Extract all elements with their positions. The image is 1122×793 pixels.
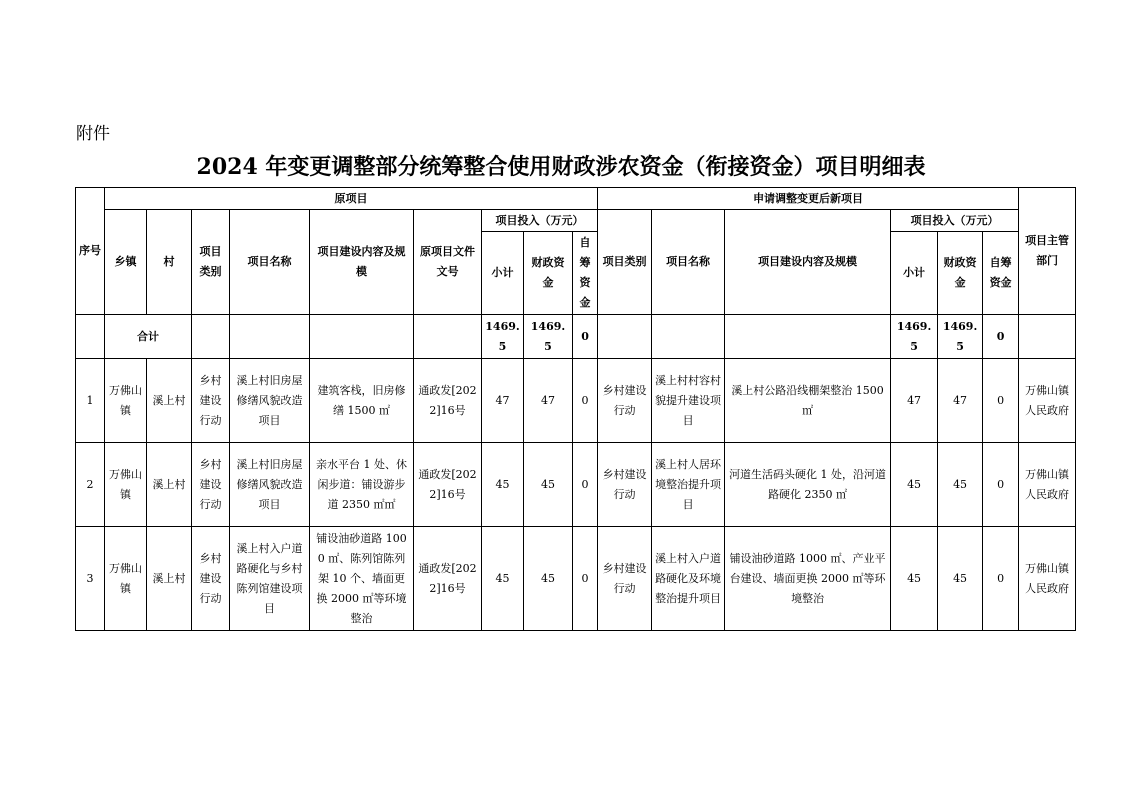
row-name: 溪上村入户道路硬化与乡村陈列馆建设项目 [230, 527, 310, 631]
row-seq: 2 [76, 443, 105, 527]
header-new-name: 项目名称 [652, 210, 725, 315]
row-subtotal: 45 [482, 443, 524, 527]
row-new-fiscal: 47 [938, 359, 983, 443]
row-dept: 万佛山镇人民政府 [1019, 359, 1076, 443]
total-empty [598, 315, 652, 359]
row-fiscal: 45 [524, 443, 573, 527]
row-new-name: 溪上村入户道路硬化及环境整治提升项目 [652, 527, 725, 631]
total-orig-subtotal: 1469.5 [482, 315, 524, 359]
row-town: 万佛山镇 [105, 443, 147, 527]
document-title: 2024 年变更调整部分统筹整合使用财政涉农资金（衔接资金）项目明细表 [196, 154, 926, 180]
header-new-self: 自筹资金 [983, 232, 1019, 315]
header-fiscal: 财政资金 [524, 232, 573, 315]
row-doc: 通政发[2022]16号 [414, 359, 482, 443]
row-new-name: 溪上村村容村貌提升建设项目 [652, 359, 725, 443]
row-new-category: 乡村建设行动 [598, 359, 652, 443]
row-subtotal: 47 [482, 359, 524, 443]
row-new-self: 0 [983, 359, 1019, 443]
total-orig-self: 0 [573, 315, 598, 359]
row-category: 乡村建设行动 [192, 359, 230, 443]
header-dept: 项目主管部门 [1019, 188, 1076, 315]
header-subtotal: 小计 [482, 232, 524, 315]
row-new-self: 0 [983, 527, 1019, 631]
header-new-fiscal: 财政资金 [938, 232, 983, 315]
table-row [76, 443, 1076, 527]
row-town: 万佛山镇 [105, 527, 147, 631]
total-empty [1019, 315, 1076, 359]
header-new-section: 申请调整变更后新项目 [598, 188, 1019, 210]
row-category: 乡村建设行动 [192, 443, 230, 527]
row-category: 乡村建设行动 [192, 527, 230, 631]
row-self: 0 [573, 443, 598, 527]
row-new-self: 0 [983, 443, 1019, 527]
header-seq: 序号 [76, 188, 105, 315]
total-new-fiscal: 1469.5 [938, 315, 983, 359]
total-orig-fiscal: 1469.5 [524, 315, 573, 359]
row-seq: 3 [76, 527, 105, 631]
table-row [76, 359, 1076, 443]
row-new-content: 河道生活码头硬化 1 处，沿河道路硬化 2350 ㎡ [725, 443, 891, 527]
row-new-name: 溪上村人居环境整治提升项目 [652, 443, 725, 527]
row-name: 溪上村旧房屋修缮风貌改造项目 [230, 359, 310, 443]
row-new-category: 乡村建设行动 [598, 443, 652, 527]
total-empty [725, 315, 891, 359]
total-empty [310, 315, 414, 359]
header-self: 自筹资金 [573, 232, 598, 315]
row-village: 溪上村 [147, 527, 192, 631]
row-fiscal: 45 [524, 527, 573, 631]
row-self: 0 [573, 527, 598, 631]
row-content: 铺设油砂道路 1000 ㎡、陈列馆陈列架 10 个、墙面更换 2000 ㎡等环境整治 [310, 527, 414, 631]
row-doc: 通政发[2022]16号 [414, 443, 482, 527]
total-label: 合计 [105, 315, 192, 359]
total-row [76, 315, 1076, 359]
row-subtotal: 45 [482, 527, 524, 631]
total-empty [230, 315, 310, 359]
row-new-subtotal: 45 [891, 527, 938, 631]
total-seq [76, 315, 105, 359]
total-empty [414, 315, 482, 359]
header-doc: 原项目文件文号 [414, 210, 482, 315]
total-empty [192, 315, 230, 359]
header-village: 村 [147, 210, 192, 315]
row-fiscal: 47 [524, 359, 573, 443]
row-village: 溪上村 [147, 359, 192, 443]
table-row [76, 527, 1076, 631]
row-dept: 万佛山镇人民政府 [1019, 527, 1076, 631]
row-new-content: 溪上村公路沿线棚架整治 1500 ㎡ [725, 359, 891, 443]
header-new-subtotal: 小计 [891, 232, 938, 315]
row-doc: 通政发[2022]16号 [414, 527, 482, 631]
row-new-subtotal: 47 [891, 359, 938, 443]
row-new-fiscal: 45 [938, 443, 983, 527]
header-new-content: 项目建设内容及规模 [725, 210, 891, 315]
header-new-investment: 项目投入（万元） [891, 210, 1019, 232]
row-dept: 万佛山镇人民政府 [1019, 443, 1076, 527]
header-category: 项目类别 [192, 210, 230, 315]
row-new-subtotal: 45 [891, 443, 938, 527]
row-seq: 1 [76, 359, 105, 443]
total-new-self: 0 [983, 315, 1019, 359]
row-village: 溪上村 [147, 443, 192, 527]
header-town: 乡镇 [105, 210, 147, 315]
total-new-subtotal: 1469.5 [891, 315, 938, 359]
header-new-category: 项目类别 [598, 210, 652, 315]
row-name: 溪上村旧房屋修缮风貌改造项目 [230, 443, 310, 527]
attachment-label: 附件 [76, 124, 110, 144]
header-original-section: 原项目 [105, 188, 598, 210]
row-content: 建筑客栈，旧房修缮 1500 ㎡ [310, 359, 414, 443]
header-name: 项目名称 [230, 210, 310, 315]
column-header-row-1 [76, 210, 1076, 232]
row-new-fiscal: 45 [938, 527, 983, 631]
project-table [75, 187, 1076, 631]
row-new-category: 乡村建设行动 [598, 527, 652, 631]
row-town: 万佛山镇 [105, 359, 147, 443]
row-self: 0 [573, 359, 598, 443]
section-header-row [76, 188, 1076, 210]
total-empty [652, 315, 725, 359]
header-content: 项目建设内容及规模 [310, 210, 414, 315]
row-new-content: 铺设油砂道路 1000 ㎡、产业平台建设、墙面更换 2000 ㎡等环境整治 [725, 527, 891, 631]
header-investment: 项目投入（万元） [482, 210, 598, 232]
row-content: 亲水平台 1 处、休闲步道：铺设游步道 2350 ㎡㎡ [310, 443, 414, 527]
